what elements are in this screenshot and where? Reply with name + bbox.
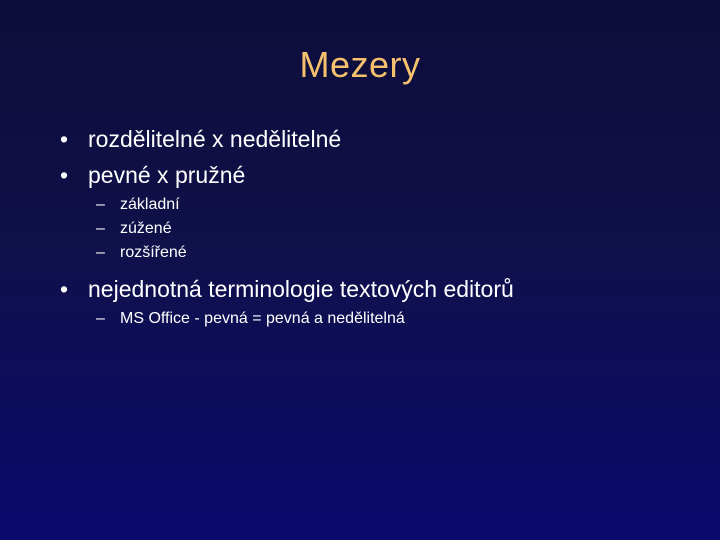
bullet-icon: • [60, 126, 69, 152]
bullet-item [60, 157, 700, 193]
sub-bullet-text: MS Office - pevná = pevná a nedělitelná [120, 310, 405, 327]
slide-title: Mezery [299, 44, 421, 85]
sub-bullet-text: zúžené [120, 220, 172, 237]
sub-bullet-item [96, 193, 700, 217]
bullet-text: rozdělitelné x nedělitelné [88, 126, 342, 152]
sub-bullet-text: rozšířené [120, 244, 187, 261]
bullet-list [60, 121, 700, 331]
sub-bullet-item [96, 217, 700, 241]
dash-icon: – [96, 220, 105, 237]
dash-icon: – [96, 244, 105, 261]
bullet-text: pevné x pružné [88, 162, 246, 188]
sub-bullet-item [96, 307, 700, 331]
sub-bullet-text: základní [120, 196, 180, 213]
dash-icon: – [96, 310, 105, 327]
bullet-text: nejednotná terminologie textových editorů [88, 276, 514, 302]
dash-icon: – [96, 196, 105, 213]
bullet-item [60, 121, 700, 157]
bullet-icon: • [60, 276, 69, 302]
bullet-icon: • [60, 162, 69, 188]
sub-bullet-item [96, 241, 700, 265]
bullet-item [60, 271, 700, 307]
